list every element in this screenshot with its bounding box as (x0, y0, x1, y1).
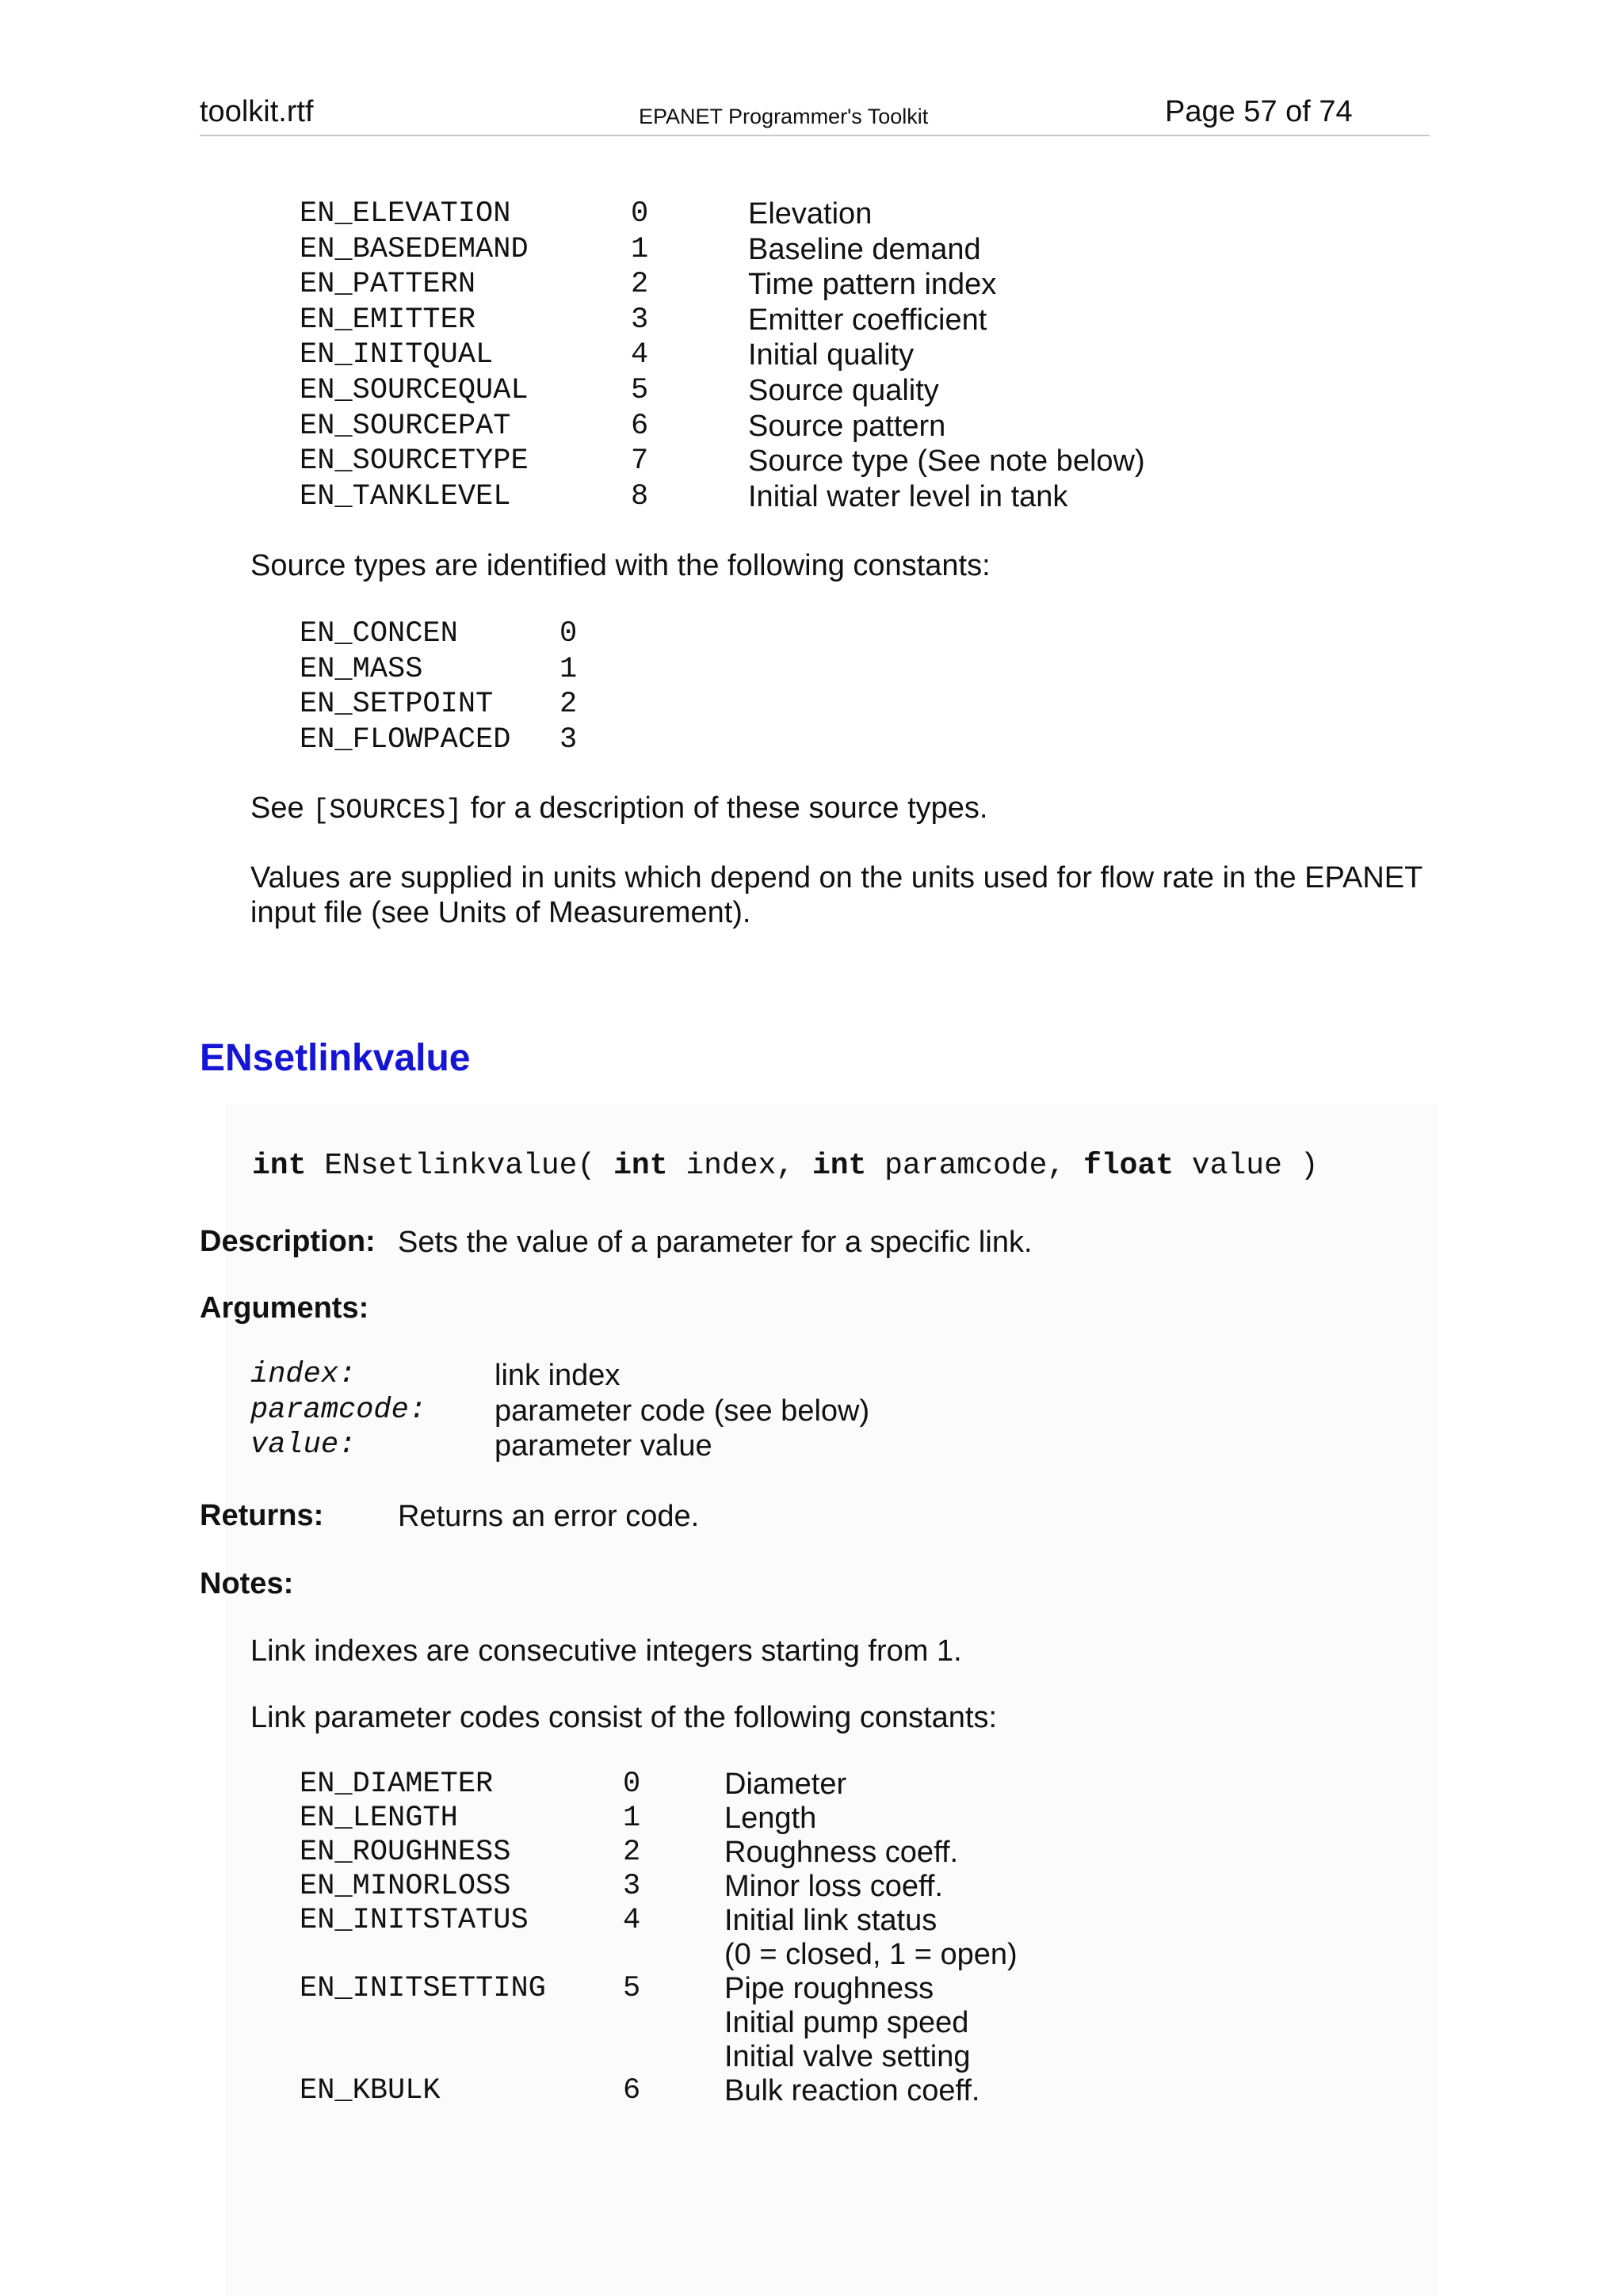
argument-name: value: (250, 1428, 357, 1462)
description-text: Sets the value of a parameter for a specific link. (398, 1226, 1033, 1259)
source-type-name: EN_SETPOINT (300, 688, 494, 721)
notes-label: Notes: (200, 1567, 294, 1600)
sig-int-kw-2: int (613, 1149, 668, 1183)
source-type-code: 2 (559, 688, 578, 721)
node-param-name: EN_ELEVATION (300, 197, 511, 231)
arguments-label: Arguments: (200, 1291, 369, 1325)
argument-desc: parameter value (495, 1429, 712, 1463)
node-param-name: EN_TANKLEVEL (300, 480, 511, 513)
units-note-line-1: Values are supplied in units which depend on the units used for flow rate in the EPANET (250, 861, 1423, 894)
sig-int-kw-3: int (812, 1149, 867, 1183)
link-param-desc: Bulk reaction coeff. (724, 2074, 980, 2107)
link-param-code: 2 (623, 1836, 641, 1869)
link-param-code: 5 (623, 1972, 641, 2005)
node-param-code: 4 (631, 338, 649, 372)
units-note-line-2: input file (see Units of Measurement). (250, 896, 751, 929)
node-param-code: 3 (631, 303, 649, 337)
node-param-name: EN_INITQUAL (300, 338, 494, 372)
node-param-desc: Time pattern index (748, 268, 997, 301)
node-param-code: 5 (631, 374, 649, 407)
source-type-name: EN_FLOWPACED (300, 723, 511, 757)
link-param-code: 1 (623, 1802, 641, 1835)
node-param-desc: Source quality (748, 374, 939, 407)
argument-desc: parameter code (see below) (495, 1394, 870, 1428)
header-divider (200, 135, 1430, 136)
node-param-desc: Source type (See note below) (748, 444, 1145, 478)
node-param-code: 1 (631, 233, 649, 266)
node-param-desc: Emitter coefficient (748, 303, 987, 337)
header-doc-title: EPANET Programmer's Toolkit (639, 105, 929, 128)
header-filename: toolkit.rtf (200, 95, 314, 128)
link-param-code: 4 (623, 1904, 641, 1937)
note-link-indexes: Link indexes are consecutive integers starting from 1. (250, 1634, 962, 1668)
header-page-number: Page 57 of 74 (1165, 95, 1353, 128)
link-param-desc: (0 = closed, 1 = open) (724, 1938, 1018, 1971)
sig-arg-index: index, (667, 1149, 812, 1183)
node-param-name: EN_SOURCEQUAL (300, 374, 529, 407)
sig-float-kw: float (1083, 1149, 1174, 1183)
returns-label: Returns: (200, 1499, 324, 1532)
link-param-code: 0 (623, 1768, 641, 1801)
sources-code: [SOURCES] (312, 795, 463, 826)
sig-arg-paramcode: paramcode, (866, 1149, 1084, 1183)
link-param-desc: Roughness coeff. (724, 1836, 959, 1869)
node-param-code: 8 (631, 480, 649, 513)
node-param-name: EN_PATTERN (300, 268, 476, 301)
source-type-code: 0 (559, 617, 578, 650)
node-param-name: EN_SOURCETYPE (300, 444, 529, 478)
source-types-intro: Source types are identified with the following constants: (250, 549, 991, 582)
node-param-desc: Initial quality (748, 338, 915, 372)
function-signature (252, 1149, 1319, 1183)
link-param-desc: Initial link status (724, 1904, 938, 1937)
node-param-desc: Source pattern (748, 410, 946, 443)
see-sources-line (250, 791, 987, 828)
node-param-code: 6 (631, 410, 649, 443)
link-param-desc: Minor loss coeff. (724, 1870, 943, 1903)
link-param-name: EN_LENGTH (300, 1802, 458, 1835)
link-param-desc: Length (724, 1802, 817, 1835)
argument-name: paramcode: (250, 1394, 427, 1427)
link-param-name: EN_INITSETTING (300, 1972, 546, 2005)
see-sources-pre: See (250, 791, 304, 825)
link-param-desc: Pipe roughness (724, 1972, 934, 2005)
link-param-desc: Initial pump speed (724, 2006, 969, 2039)
node-param-code: 2 (631, 268, 649, 301)
source-type-name: EN_CONCEN (300, 617, 458, 650)
source-type-code: 3 (559, 723, 578, 757)
node-param-desc: Elevation (748, 197, 873, 231)
description-label: Description: (200, 1225, 376, 1258)
node-param-name: EN_SOURCEPAT (300, 410, 511, 443)
sig-int-kw: int (252, 1149, 307, 1183)
source-type-name: EN_MASS (300, 653, 423, 686)
link-param-name: EN_INITSTATUS (300, 1904, 529, 1937)
see-sources-post: for a description of these source types. (470, 791, 988, 825)
node-param-desc: Initial water level in tank (748, 480, 1068, 513)
link-param-name: EN_DIAMETER (300, 1768, 494, 1801)
node-param-name: EN_EMITTER (300, 303, 476, 337)
link-param-desc: Diameter (724, 1768, 847, 1801)
link-param-name: EN_KBULK (300, 2074, 441, 2107)
function-title: ENsetlinkvalue (200, 1037, 471, 1079)
link-param-code: 3 (623, 1870, 641, 1903)
note-link-param-codes: Link parameter codes consist of the following constants: (250, 1701, 998, 1734)
node-param-code: 7 (631, 444, 649, 478)
argument-desc: link index (495, 1359, 621, 1392)
node-param-desc: Baseline demand (748, 233, 981, 266)
source-type-code: 1 (559, 653, 578, 686)
link-param-code: 6 (623, 2074, 641, 2107)
sig-func-name: ENsetlinkvalue( (306, 1149, 614, 1183)
returns-text: Returns an error code. (398, 1500, 700, 1533)
sig-arg-value: value ) (1174, 1149, 1319, 1183)
link-param-name: EN_ROUGHNESS (300, 1836, 511, 1869)
link-param-name: EN_MINORLOSS (300, 1870, 511, 1903)
argument-name: index: (250, 1358, 357, 1391)
node-param-code: 0 (631, 197, 649, 231)
link-param-desc: Initial valve setting (724, 2040, 971, 2073)
node-param-name: EN_BASEDEMAND (300, 233, 529, 266)
